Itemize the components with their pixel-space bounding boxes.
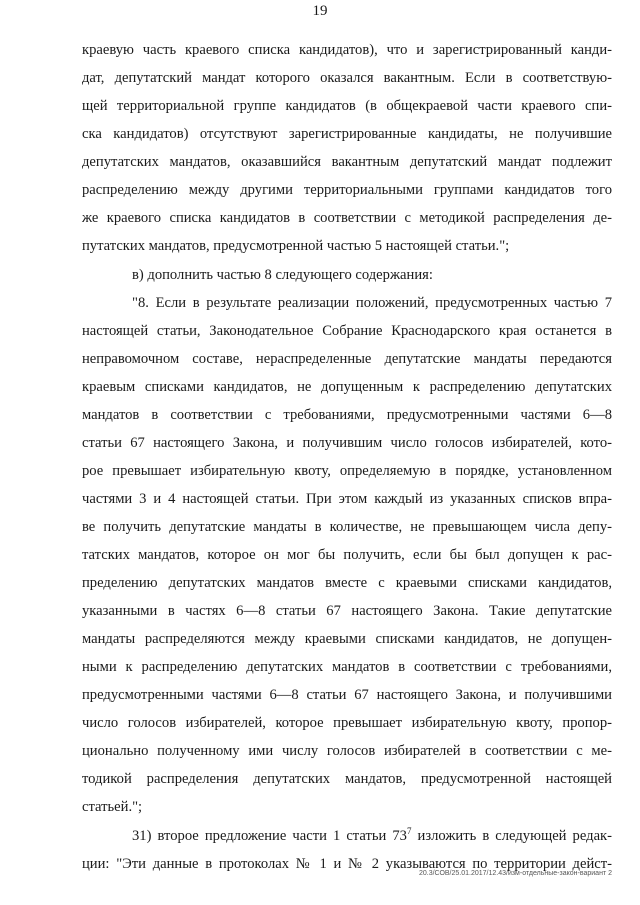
item-31-text-cont: изложить в следующей редак- xyxy=(411,828,612,844)
text-line: ционально полученному ими числу голосов избирателей в соответствии с ме- xyxy=(82,743,612,759)
text-line: краевую часть краевого списка кандидатов), что и зарегистрированный канди- xyxy=(82,42,612,58)
text-line: неправомочном составе, нераспределенные депутатские мандаты передаются xyxy=(82,351,612,367)
text-line: распределению между другими территориальными группами кандидатов того xyxy=(82,182,612,198)
text-line: ска кандидатов) отсутствуют зарегистрированные кандидаты, не получившие xyxy=(82,126,612,142)
text-line: в) дополнить частью 8 следующего содержания: xyxy=(132,267,433,283)
text-line: щей территориальной группе кандидатов (в общекраевой части краевого спи- xyxy=(82,98,612,114)
text-line: "8. Если в результате реализации положений, предусмотренных частью 7 xyxy=(132,295,612,311)
text-line: пределению депутатских мандатов вместе с краевыми списками кандидатов, xyxy=(82,575,612,591)
text-line: мандаты распределяются между краевыми списками кандидатов, не допущен- xyxy=(82,631,612,647)
item-31-text: 31) второе предложение части 1 статьи 73 xyxy=(132,828,407,844)
superscript: 7 xyxy=(406,826,412,836)
text-line: статьей."; xyxy=(82,799,143,815)
text-line: ции: "Эти данные в протоколах № 1 и № 2 указываются по территории дейст- xyxy=(82,856,612,872)
text-line: настоящей статьи, Законодательное Собрание Краснодарского края останется в xyxy=(82,323,612,339)
text-line: статьи 67 настоящего Закона, и получившим число голосов избирателей, кото- xyxy=(82,435,612,451)
text-line: ными к распределению депутатских мандатов в соответствии с требованиями, xyxy=(82,659,612,675)
text-line: татских мандатов, которое он мог бы получить, если бы был допущен к рас- xyxy=(82,547,612,563)
page-number: 19 xyxy=(312,3,328,19)
text-line: тодикой распределения депутатских мандатов, предусмотренной настоящей xyxy=(82,771,612,787)
text-line: рое превышает избирательную квоту, определяемую в порядке, установленном xyxy=(82,463,612,479)
text-line: путатских мандатов, предусмотренной частью 5 настоящей статьи."; xyxy=(82,238,510,254)
text-line: частями 3 и 4 настоящей статьи. При этом каждый из указанных списков впра- xyxy=(82,491,612,507)
text-line: мандатов в соответствии с требованиями, предусмотренными частями 6—8 xyxy=(82,407,612,423)
text-line: депутатских мандатов, оказавшийся вакантным депутатский мандат подлежит xyxy=(82,154,612,170)
document-footer: 20.3/СОВ/25.01.2017/12.43/изм-отдельные-закон-вариант 2 xyxy=(418,870,612,877)
text-line: же краевого списка кандидатов в соответствии с методикой распределения де- xyxy=(82,210,612,226)
text-line: предусмотренными частями 6—8 статьи 67 настоящего Закона, и получившими xyxy=(82,687,612,703)
text-line: краевым списками кандидатов, не допущенным к распределению депутатских xyxy=(82,379,612,395)
text-line: указанными в частях 6—8 статьи 67 настоящего Закона. Такие депутатские xyxy=(82,603,612,619)
text-line: ве получить депутатские мандаты в количестве, не превышающем числа депу- xyxy=(82,519,612,535)
text-line: число голосов избирателей, которое превышает избирательную квоту, пропор- xyxy=(82,715,612,731)
text-line: дат, депутатский мандат которого оказался вакантным. Если в соответствую- xyxy=(82,70,612,86)
text-line-item-31 xyxy=(132,826,612,846)
